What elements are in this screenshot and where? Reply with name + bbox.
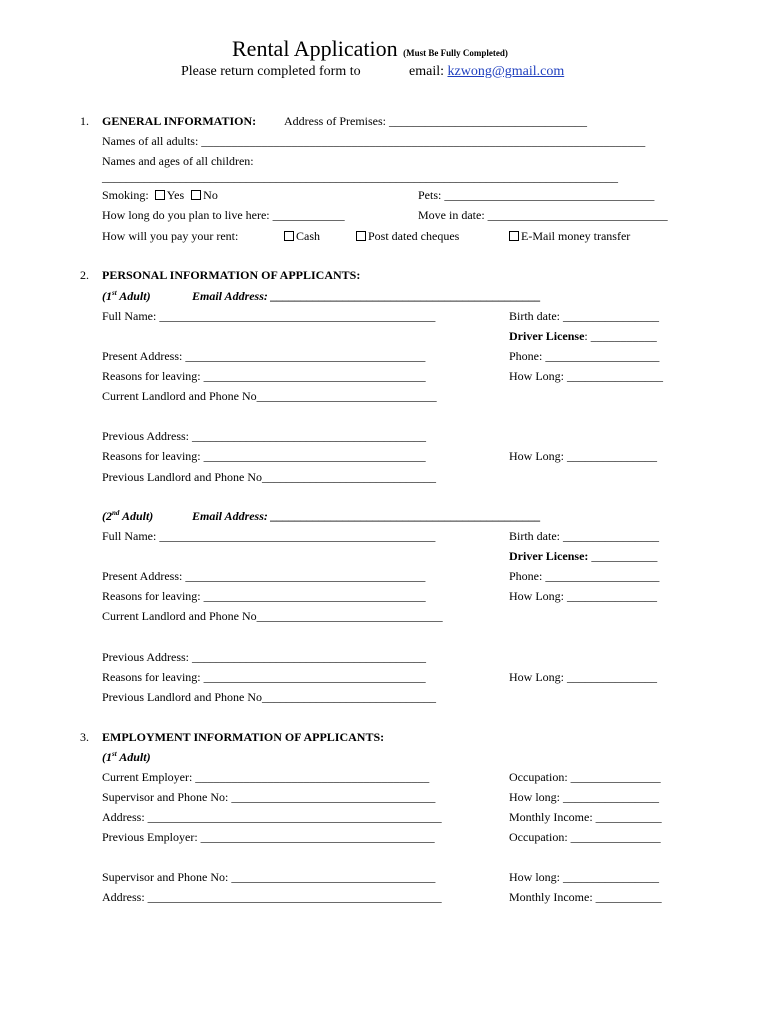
employment-adult1-label: (1st Adult) — [102, 750, 151, 764]
section-heading-general: GENERAL INFORMATION: — [102, 114, 257, 128]
monthly-income-field-2[interactable]: Monthly Income: ___________ — [509, 890, 662, 904]
adult1-how-long-field[interactable]: How Long: ________________ — [509, 369, 663, 383]
adult2-full-name-field[interactable]: Full Name: ______________________________________________ — [102, 529, 436, 543]
smoking-yes-label: Yes — [166, 188, 185, 202]
adult2-email-field[interactable]: Email Address: _____________________________________________ — [192, 509, 541, 523]
pay-cash-option[interactable] — [284, 229, 320, 243]
pay-etransfer-option[interactable] — [509, 229, 630, 243]
adult1-driver-license-field[interactable]: Driver License: ___________ — [509, 329, 657, 343]
adult2-driver-license-field[interactable]: Driver License: ___________ — [509, 549, 658, 563]
smoking-yes-checkbox[interactable] — [155, 190, 165, 200]
smoking-row — [102, 188, 218, 202]
adult2-previous-landlord-field[interactable]: Previous Landlord and Phone No_____________________________ — [102, 690, 436, 704]
current-employer-field[interactable]: Current Employer: _______________________________________ — [102, 770, 430, 784]
pay-cash-checkbox[interactable] — [284, 231, 294, 241]
return-email — [409, 64, 564, 80]
adult1-previous-address-field[interactable]: Previous Address: _______________________________________ — [102, 429, 426, 443]
adult2-phone-field[interactable]: Phone: ___________________ — [509, 569, 660, 583]
adult1-label: (1st Adult) — [102, 289, 151, 303]
monthly-income-field-1[interactable]: Monthly Income: ___________ — [509, 810, 662, 824]
adult2-how-long-field[interactable]: How Long: _______________ — [509, 589, 657, 603]
employer-address-field-2[interactable]: Address: _________________________________________________ — [102, 890, 442, 904]
pay-cheques-option[interactable] — [356, 229, 459, 243]
pay-rent-label: How will you pay your rent: — [102, 229, 239, 243]
smoking-no-label: No — [203, 188, 218, 202]
pay-etransfer-label: E-Mail money transfer — [521, 229, 631, 243]
adult1-previous-how-long-field[interactable]: How Long: _______________ — [509, 449, 657, 463]
how-long-live-field[interactable]: How long do you plan to live here: ____________ — [102, 208, 345, 222]
occupation-field-1[interactable]: Occupation: _______________ — [509, 770, 661, 784]
pay-cheques-label: Post dated cheques — [368, 229, 460, 243]
adult1-previous-reasons-field[interactable]: Reasons for leaving: _____________________________________ — [102, 449, 426, 463]
title-note: (Must Be Fully Completed) — [403, 48, 508, 58]
email-link[interactable]: kzwong@gmail.com — [447, 64, 565, 79]
move-in-date-field[interactable]: Move in date: ______________________________ — [418, 208, 668, 222]
pay-etransfer-checkbox[interactable] — [509, 231, 519, 241]
page-title — [232, 36, 508, 66]
adult2-previous-reasons-field[interactable]: Reasons for leaving: _____________________________________ — [102, 670, 426, 684]
supervisor-phone-field-1[interactable]: Supervisor and Phone No: __________________________________ — [102, 790, 436, 804]
adult1-present-address-field[interactable]: Present Address: ________________________________________ — [102, 349, 426, 363]
adult2-birth-date-field[interactable]: Birth date: ________________ — [509, 529, 659, 543]
employer-address-field-1[interactable]: Address: _________________________________________________ — [102, 810, 442, 824]
section-heading-personal: PERSONAL INFORMATION OF APPLICANTS: — [102, 268, 361, 282]
return-instructions: Please return completed form to — [181, 64, 361, 79]
pets-field[interactable]: Pets: ___________________________________ — [418, 188, 655, 202]
section-heading-employment: EMPLOYMENT INFORMATION OF APPLICANTS: — [102, 730, 385, 744]
adult1-full-name-field[interactable]: Full Name: ______________________________________________ — [102, 309, 436, 323]
adult1-email-field[interactable]: Email Address: _____________________________________________ — [192, 289, 541, 303]
smoking-no-checkbox[interactable] — [191, 190, 201, 200]
supervisor-phone-field-2[interactable]: Supervisor and Phone No: __________________________________ — [102, 870, 436, 884]
names-children-field[interactable]: ______________________________________________________________________________________ — [102, 170, 618, 184]
employment-how-long-field-2[interactable]: How long: ________________ — [509, 870, 659, 884]
pay-cheques-checkbox[interactable] — [356, 231, 366, 241]
section-number-1: 1. — [80, 114, 89, 128]
adult1-current-landlord-field[interactable]: Current Landlord and Phone No______________________________ — [102, 389, 437, 403]
address-premises-field[interactable]: Address of Premises: _________________________________ — [284, 114, 587, 128]
adult2-label: (2nd Adult) — [102, 509, 154, 523]
title-text: Rental Application — [232, 36, 398, 61]
adult2-present-address-field[interactable]: Present Address: ________________________________________ — [102, 569, 426, 583]
section-number-3: 3. — [80, 730, 89, 744]
adult1-previous-landlord-field[interactable]: Previous Landlord and Phone No_____________________________ — [102, 470, 436, 484]
section-number-2: 2. — [80, 268, 89, 282]
adult2-current-landlord-field[interactable]: Current Landlord and Phone No_______________________________ — [102, 609, 443, 623]
names-children-label: Names and ages of all children: — [102, 154, 254, 168]
smoking-label: Smoking: — [102, 188, 149, 202]
names-adults-field[interactable]: Names of all adults: __________________________________________________________________________ — [102, 134, 646, 148]
adult1-birth-date-field[interactable]: Birth date: ________________ — [509, 309, 659, 323]
adult1-phone-field[interactable]: Phone: ___________________ — [509, 349, 660, 363]
employment-how-long-field-1[interactable]: How long: ________________ — [509, 790, 659, 804]
adult1-reasons-leaving-field[interactable]: Reasons for leaving: _____________________________________ — [102, 369, 426, 383]
email-label: email: — [409, 64, 444, 79]
occupation-field-2[interactable]: Occupation: _______________ — [509, 830, 661, 844]
previous-employer-field[interactable]: Previous Employer: _______________________________________ — [102, 830, 435, 844]
pay-cash-label: Cash — [296, 229, 320, 243]
adult2-reasons-leaving-field[interactable]: Reasons for leaving: _____________________________________ — [102, 589, 426, 603]
adult2-previous-address-field[interactable]: Previous Address: _______________________________________ — [102, 650, 426, 664]
adult2-previous-how-long-field[interactable]: How Long: _______________ — [509, 670, 657, 684]
